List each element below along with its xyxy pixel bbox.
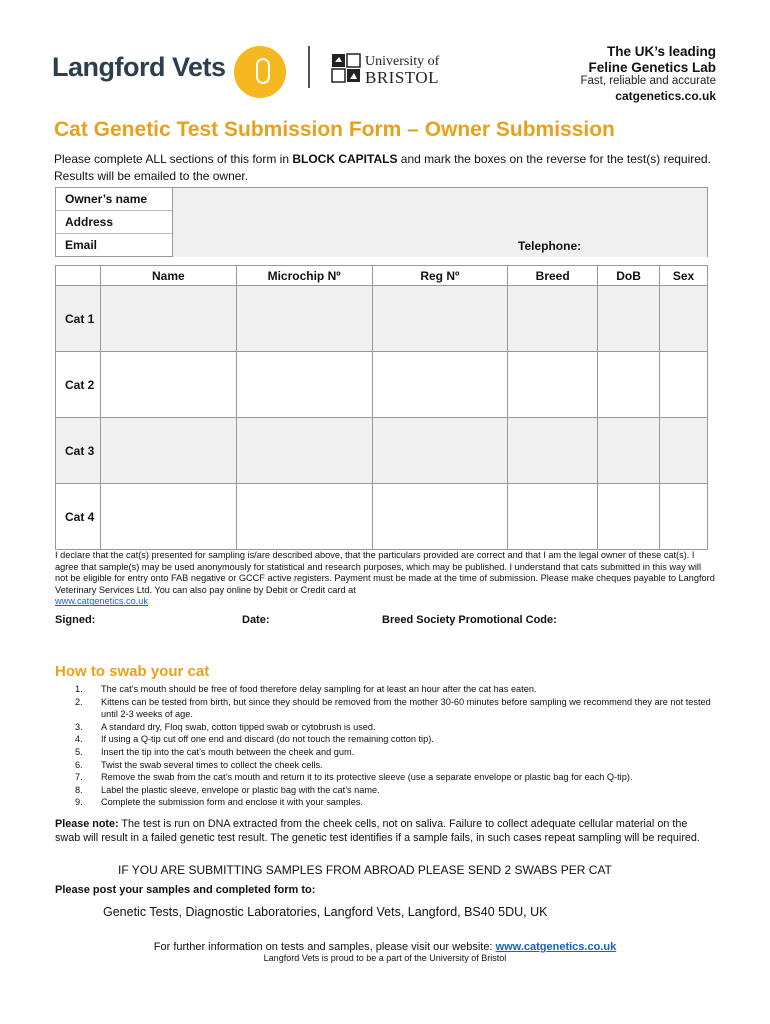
step-number: 9. (75, 797, 83, 808)
cat-4-sex-field[interactable] (660, 484, 708, 550)
step-text: Twist the swab several times to collect the cheek cells. (101, 759, 323, 770)
table-row (56, 418, 708, 484)
owner-telephone-label: Telephone: (518, 239, 582, 253)
step-text: Complete the submission form and enclose it with your samples. (101, 797, 363, 808)
cat-4-reg-field[interactable] (372, 484, 508, 550)
step-number: 3. (75, 721, 83, 732)
cat-1-microchip-field[interactable] (236, 286, 372, 352)
lab-tagline: Fast, reliable and accurate (580, 75, 716, 87)
cat-3-label: Cat 3 (56, 418, 101, 484)
abroad-notice: IF YOU ARE SUBMITTING SAMPLES FROM ABROAD PLEASE SEND 2 SWABS PER CAT (118, 863, 612, 877)
footer-info (0, 941, 770, 953)
cat-1-name-field[interactable] (100, 286, 236, 352)
swab-section-title: How to swab your cat (55, 663, 210, 680)
cat-3-sex-field[interactable] (660, 418, 708, 484)
step-number: 1. (75, 684, 83, 694)
table-row (56, 352, 708, 418)
cat-2-sex-field[interactable] (660, 352, 708, 418)
form-intro (54, 151, 719, 184)
list-item (75, 796, 715, 809)
intro-bold: BLOCK CAPITALS (292, 152, 398, 166)
cat-1-label: Cat 1 (56, 286, 101, 352)
cat-2-reg-field[interactable] (372, 352, 508, 418)
signed-label: Signed: (55, 614, 96, 626)
cat-1-dob-field[interactable] (598, 286, 660, 352)
step-text: Insert the tip into the cat’s mouth between the cheek and gum. (101, 746, 355, 757)
cat-4-name-field[interactable] (100, 484, 236, 550)
swab-steps-list (75, 683, 715, 809)
please-note (55, 818, 715, 845)
owner-name-field[interactable] (172, 188, 707, 212)
post-instructions: Please post your samples and completed form to: (55, 884, 316, 896)
university-line-2: BRISTOL (365, 68, 440, 87)
cat-3-breed-field[interactable] (508, 418, 598, 484)
cat-2-breed-field[interactable] (508, 352, 598, 418)
list-item (75, 784, 715, 797)
list-item (75, 683, 715, 696)
cat-4-microchip-field[interactable] (236, 484, 372, 550)
owner-address-label: Address (56, 211, 172, 234)
form-title: Cat Genetic Test Submission Form – Owner Submission (54, 118, 615, 141)
bristol-crest-icon (330, 52, 362, 84)
lab-website[interactable]: catgenetics.co.uk (615, 89, 716, 103)
note-text: The test is run on DNA extracted from the cheek cells, not on saliva. Failure to collect adequate cellular material on the swab will result in a failed genetic test result. The genetic test identifies if a sample fails, in such cases repeat sampling will be required. (55, 818, 700, 844)
step-text: If using a Q-tip cut off one end and discard (do not touch the remaining cotton tip). (101, 734, 434, 745)
cat-2-label: Cat 2 (56, 352, 101, 418)
cat-1-breed-field[interactable] (508, 286, 598, 352)
intro-text-2: and mark the boxes on the reverse for the test(s) required. Results will be emailed to the owner. (54, 152, 711, 183)
step-number: 6. (75, 759, 83, 770)
footer-website-link[interactable]: www.catgenetics.co.uk (495, 941, 617, 953)
langford-logo-icon (234, 46, 286, 98)
table-row (56, 286, 708, 352)
list-item (75, 696, 715, 721)
list-item (75, 759, 715, 772)
step-number: 4. (75, 734, 83, 745)
owner-name-label: Owner’s name (56, 188, 172, 211)
cat-4-breed-field[interactable] (508, 484, 598, 550)
intro-text-1: Please complete ALL sections of this form in (54, 152, 293, 166)
step-number: 2. (75, 696, 83, 707)
cat-2-microchip-field[interactable] (236, 352, 372, 418)
step-text: The cat’s mouth should be free of food therefore delay sampling for at least an hour after the cat has eaten. (101, 684, 537, 694)
step-text: Kittens can be tested from birth, but since they should be removed from the mother 30-60 minutes before sampling we recommend they are not tested until 2-3 weeks of age. (101, 696, 711, 720)
header-blank (56, 266, 101, 286)
step-text: Remove the swab from the cat’s mouth and return it to its protective sleeve (use a separate envelope or plastic bag for each Q-tip). (101, 772, 633, 783)
cat-details-table (55, 265, 708, 550)
declaration-text: I declare that the cat(s) presented for sampling is/are described above, that the particulars provided are correct and that I am the legal owner of these cat(s). I agree that sample(s) may be used anonymously for statistical and research purposes, which may be published. I understand that cats submitted in this way will not be eligible for entry onto FAB negative or GCCF active registers. Payment must be made at the time of submission. Please make cheques payable to Langford Veterinary Services Ltd. You can also pay online by Debit or Credit card at (55, 550, 715, 595)
step-number: 8. (75, 784, 83, 795)
lab-heading-1: The UK’s leading (606, 44, 716, 59)
owner-address-field[interactable] (172, 211, 707, 235)
step-text: Label the plastic sleeve, envelope or plastic bag with the cat’s name. (101, 784, 380, 795)
cat-1-sex-field[interactable] (660, 286, 708, 352)
cat-3-reg-field[interactable] (372, 418, 508, 484)
cat-3-microchip-field[interactable] (236, 418, 372, 484)
cat-4-dob-field[interactable] (598, 484, 660, 550)
cat-2-dob-field[interactable] (598, 352, 660, 418)
declaration-link[interactable]: www.catgenetics.co.uk (55, 596, 148, 607)
footer-proud: Langford Vets is proud to be a part of the University of Bristol (263, 953, 507, 963)
list-item (75, 771, 715, 784)
owner-email-field[interactable] (172, 234, 707, 257)
promo-code-label: Breed Society Promotional Code: (382, 614, 557, 626)
lab-heading-2: Feline Genetics Lab (588, 60, 716, 75)
table-row (56, 484, 708, 550)
header-divider (308, 46, 310, 88)
header-dob: DoB (598, 266, 660, 286)
list-item (75, 733, 715, 746)
header-microchip: Microchip Nº (236, 266, 372, 286)
cat-4-label: Cat 4 (56, 484, 101, 550)
postal-address: Genetic Tests, Diagnostic Laboratories, Langford Vets, Langford, BS40 5DU, UK (103, 905, 548, 919)
list-item (75, 721, 715, 734)
step-text: A standard dry, Floq swab, cotton tipped swab or cytobrush is used. (101, 721, 376, 732)
cat-2-name-field[interactable] (100, 352, 236, 418)
step-number: 7. (75, 772, 83, 783)
university-line-1: University of (365, 54, 440, 69)
note-label: Please note: (55, 818, 119, 830)
header-sex: Sex (660, 266, 708, 286)
cat-3-dob-field[interactable] (598, 418, 660, 484)
brand-name: Langford Vets (52, 52, 226, 82)
cat-3-name-field[interactable] (100, 418, 236, 484)
table-header-row (56, 266, 708, 286)
list-item (75, 746, 715, 759)
date-label: Date: (242, 614, 270, 626)
header-reg: Reg Nº (372, 266, 508, 286)
owner-email-label: Email (65, 238, 98, 252)
cat-1-reg-field[interactable] (372, 286, 508, 352)
step-number: 5. (75, 746, 83, 757)
footer-info-text: For further information on tests and samples, please visit our website: (153, 941, 496, 953)
header-name: Name (100, 266, 236, 286)
declaration (55, 550, 715, 608)
header-breed: Breed (508, 266, 598, 286)
owner-details-table (55, 187, 708, 257)
